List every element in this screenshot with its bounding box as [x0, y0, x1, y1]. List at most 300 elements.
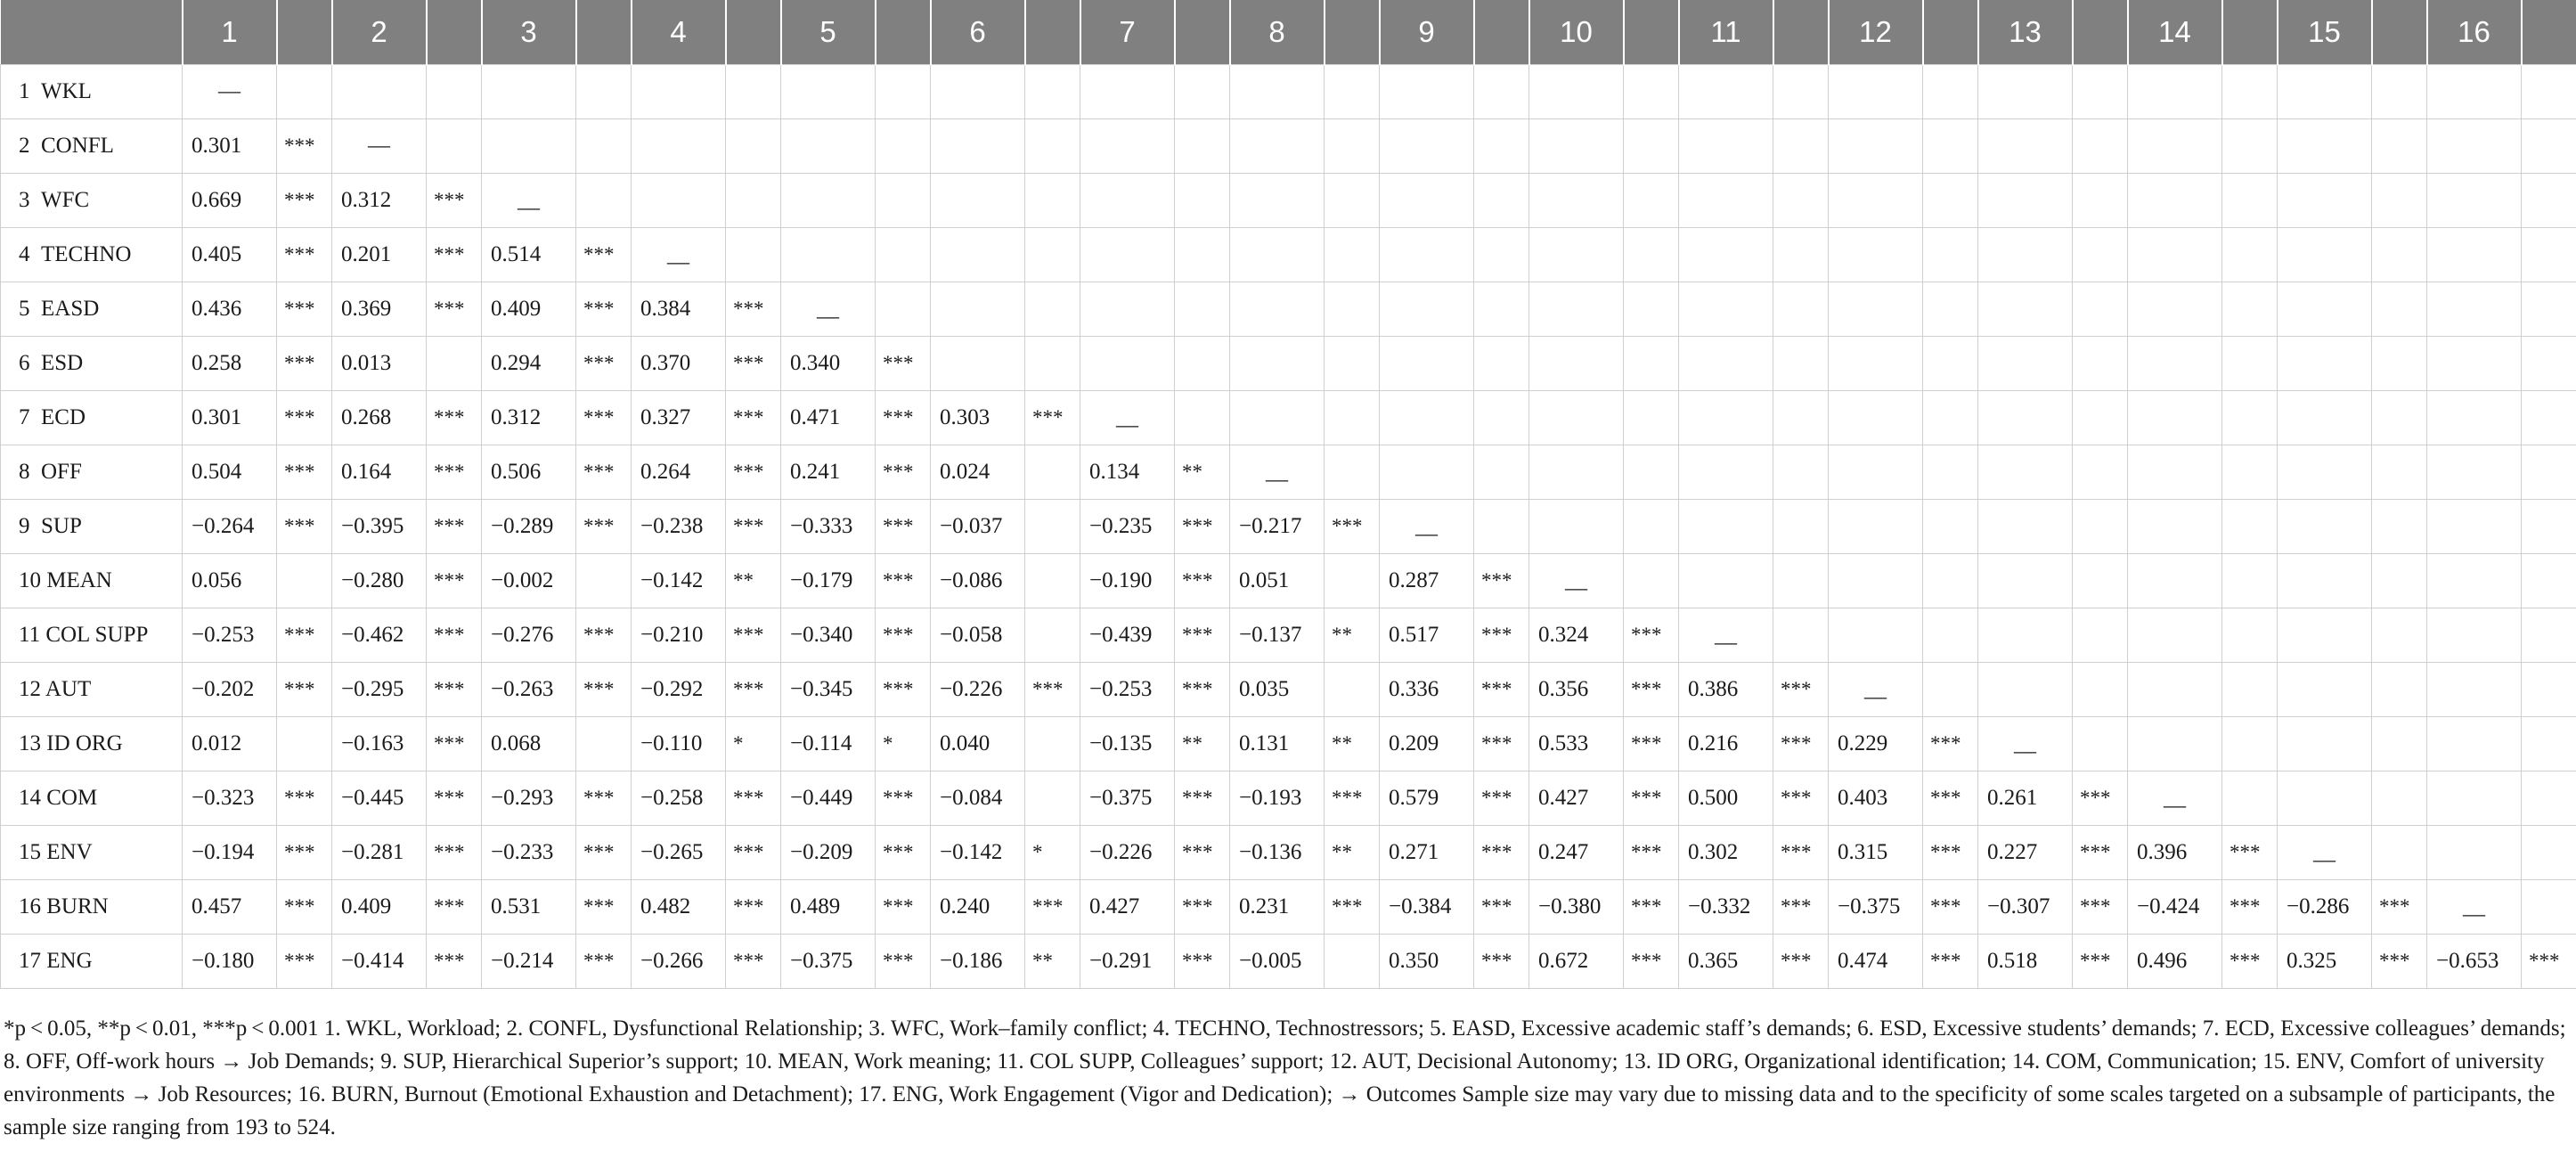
significance-marker: ***	[876, 826, 931, 880]
correlation-value: 0.013	[332, 337, 427, 391]
table-row	[1, 880, 2576, 935]
empty-cell	[931, 119, 1025, 174]
significance-marker: ***	[1624, 935, 1679, 989]
empty-cell	[2522, 391, 2576, 445]
empty-cell	[1380, 228, 1474, 282]
significance-marker: ***	[277, 445, 332, 500]
empty-cell	[632, 119, 726, 174]
empty-cell	[1978, 500, 2073, 554]
significance-marker	[1325, 663, 1380, 717]
correlation-value: −0.445	[332, 771, 427, 826]
row-label: 2 CONFL	[1, 119, 183, 174]
empty-cell	[1175, 119, 1230, 174]
empty-cell	[2278, 554, 2372, 608]
correlation-value: 0.518	[1978, 935, 2073, 989]
empty-cell	[2128, 391, 2222, 445]
empty-cell	[2222, 65, 2278, 119]
row-label: 16 BURN	[1, 880, 183, 935]
row-label: 8 OFF	[1, 445, 183, 500]
empty-cell	[2128, 119, 2222, 174]
significance-marker	[277, 65, 332, 119]
empty-cell	[2372, 771, 2427, 826]
column-header	[2522, 0, 2576, 65]
correlation-value: 0.506	[482, 445, 576, 500]
column-header	[2372, 0, 2427, 65]
correlation-value: 0.669	[183, 174, 277, 228]
correlation-value: −0.345	[781, 663, 876, 717]
diagonal-cell: __	[1380, 500, 1474, 554]
empty-cell	[1025, 337, 1080, 391]
column-header: 16	[2427, 0, 2522, 65]
significance-marker: ***	[1923, 935, 1978, 989]
column-header	[1325, 0, 1380, 65]
significance-marker: ***	[576, 935, 632, 989]
empty-cell	[1624, 445, 1679, 500]
empty-cell	[2073, 174, 2128, 228]
empty-cell	[1474, 282, 1529, 337]
empty-cell	[1679, 554, 1773, 608]
significance-marker: ***	[1474, 826, 1529, 880]
row-label: 17 ENG	[1, 935, 183, 989]
empty-cell	[2372, 391, 2427, 445]
correlation-value: −0.110	[632, 717, 726, 771]
column-header: 8	[1230, 0, 1325, 65]
empty-cell	[1025, 174, 1080, 228]
correlation-value: 0.302	[1679, 826, 1773, 880]
correlation-value: −0.449	[781, 771, 876, 826]
significance-marker: ***	[1025, 663, 1080, 717]
significance-marker: ***	[1175, 880, 1230, 935]
correlation-value: 0.264	[632, 445, 726, 500]
significance-marker: ***	[2073, 880, 2128, 935]
empty-cell	[1624, 337, 1679, 391]
empty-cell	[1230, 228, 1325, 282]
significance-marker: ***	[1923, 717, 1978, 771]
empty-cell	[1529, 228, 1624, 282]
empty-cell	[1624, 228, 1679, 282]
table-row	[1, 65, 2576, 119]
significance-marker: ***	[876, 391, 931, 445]
correlation-value: 0.012	[183, 717, 277, 771]
empty-cell	[1829, 119, 1923, 174]
empty-cell	[2128, 500, 2222, 554]
empty-cell	[931, 337, 1025, 391]
correlation-value: 0.436	[183, 282, 277, 337]
table-row	[1, 282, 2576, 337]
correlation-value: −0.084	[931, 771, 1025, 826]
correlation-value: 0.365	[1679, 935, 1773, 989]
significance-marker: ***	[1923, 826, 1978, 880]
empty-cell	[2522, 228, 2576, 282]
significance-marker: ***	[2372, 880, 2427, 935]
correlation-value: −0.253	[1080, 663, 1175, 717]
empty-cell	[726, 119, 781, 174]
diagonal-cell: __	[1829, 663, 1923, 717]
empty-cell	[2278, 282, 2372, 337]
empty-cell	[2522, 826, 2576, 880]
correlation-value: −0.214	[482, 935, 576, 989]
empty-cell	[2222, 445, 2278, 500]
table-row	[1, 935, 2576, 989]
significance-marker: **	[1175, 717, 1230, 771]
empty-cell	[1325, 337, 1380, 391]
empty-cell	[2278, 174, 2372, 228]
significance-marker: ***	[1773, 771, 1829, 826]
significance-marker: ***	[1624, 663, 1679, 717]
empty-cell	[1773, 391, 1829, 445]
header-corner-cell	[1, 0, 183, 65]
empty-cell	[1773, 554, 1829, 608]
empty-cell	[1230, 282, 1325, 337]
empty-cell	[2522, 554, 2576, 608]
empty-cell	[2522, 771, 2576, 826]
empty-cell	[1829, 337, 1923, 391]
empty-cell	[2522, 337, 2576, 391]
significance-marker: ***	[277, 391, 332, 445]
empty-cell	[1025, 65, 1080, 119]
correlation-value: 0.024	[931, 445, 1025, 500]
correlation-value: −0.280	[332, 554, 427, 608]
significance-marker: ***	[1773, 935, 1829, 989]
empty-cell	[1829, 391, 1923, 445]
correlation-value: 0.384	[632, 282, 726, 337]
significance-marker: ***	[1325, 771, 1380, 826]
table-footnote: *p < 0.05, **p < 0.01, ***p < 0.001 1. WKL, Workload; 2. CONFL, Dysfunctional Relationship; 3. WFC, Work–family conflict; 4. TECHNO, Technostressors; 5. EASD, Excessive academic staff’s demands; 6. ESD, Excessive students’ demands; 7. ECD, Excessive colleagues’ demands; 8. OFF, Off-work hours → Job Demands; 9. SUP, Hierarchical Superior’s support; 10. MEAN, Work meaning; 11. COL SUPP, Colleagues’ support; 12. AUT, Decisional Autonomy; 13. ID ORG, Organizational identification; 14. COM, Communication; 15. ENV, Comfort of university environments → Job Resources; 16. BURN, Burnout (Emotional Exhaustion and Detachment); 17. ENG, Work Engagement (Vigor and Dedication); → Outcomes Sample size may vary due to missing data and to the specificity of some scales targeted on a subsample of participants, the sample size ranging from 193 to 524.	[4, 1016, 2566, 1139]
empty-cell	[1175, 282, 1230, 337]
significance-marker: ***	[726, 880, 781, 935]
correlation-value: −0.226	[931, 663, 1025, 717]
correlation-value: 0.517	[1380, 608, 1474, 663]
correlation-value: 0.216	[1679, 717, 1773, 771]
table-row	[1, 717, 2576, 771]
correlation-value: 0.403	[1829, 771, 1923, 826]
correlation-value: 0.427	[1080, 880, 1175, 935]
empty-cell	[2427, 663, 2522, 717]
significance-marker: ***	[1025, 391, 1080, 445]
correlation-value: 0.301	[183, 119, 277, 174]
correlation-value: −0.005	[1230, 935, 1325, 989]
significance-marker: ***	[876, 771, 931, 826]
empty-cell	[2128, 65, 2222, 119]
significance-marker: ***	[427, 391, 482, 445]
significance-marker	[1025, 500, 1080, 554]
correlation-value: −0.414	[332, 935, 427, 989]
column-header	[1624, 0, 1679, 65]
row-label: 4 TECHNO	[1, 228, 183, 282]
empty-cell	[1773, 282, 1829, 337]
significance-marker: ***	[1175, 826, 1230, 880]
correlation-value: 0.579	[1380, 771, 1474, 826]
significance-marker: ***	[876, 608, 931, 663]
empty-cell	[1230, 337, 1325, 391]
empty-cell	[1923, 174, 1978, 228]
empty-cell	[2427, 554, 2522, 608]
column-header	[1025, 0, 1080, 65]
empty-cell	[1230, 65, 1325, 119]
empty-cell	[2073, 554, 2128, 608]
empty-cell	[2522, 500, 2576, 554]
significance-marker: ***	[277, 935, 332, 989]
correlation-value: −0.375	[1080, 771, 1175, 826]
significance-marker: ***	[1624, 826, 1679, 880]
empty-cell	[2128, 554, 2222, 608]
empty-cell	[632, 65, 726, 119]
significance-marker: ***	[1325, 500, 1380, 554]
correlation-value: 0.240	[931, 880, 1025, 935]
correlation-value: −0.209	[781, 826, 876, 880]
significance-marker: ***	[1474, 608, 1529, 663]
significance-marker: ***	[427, 880, 482, 935]
correlation-value: 0.325	[2278, 935, 2372, 989]
correlation-value: −0.293	[482, 771, 576, 826]
column-header: 13	[1978, 0, 2073, 65]
empty-cell	[2427, 608, 2522, 663]
empty-cell	[1230, 174, 1325, 228]
significance-marker: ***	[726, 771, 781, 826]
significance-marker	[427, 337, 482, 391]
empty-cell	[2427, 119, 2522, 174]
empty-cell	[1325, 65, 1380, 119]
empty-cell	[1923, 337, 1978, 391]
correlation-value: 0.356	[1529, 663, 1624, 717]
column-header	[277, 0, 332, 65]
empty-cell	[781, 228, 876, 282]
correlation-value: 0.396	[2128, 826, 2222, 880]
significance-marker	[2372, 826, 2427, 880]
empty-cell	[1829, 608, 1923, 663]
empty-cell	[2427, 391, 2522, 445]
correlation-value: 0.496	[2128, 935, 2222, 989]
significance-marker	[427, 119, 482, 174]
significance-marker: ***	[1474, 935, 1529, 989]
column-header: 2	[332, 0, 427, 65]
empty-cell	[1978, 119, 2073, 174]
correlation-value: 0.131	[1230, 717, 1325, 771]
correlation-value: −0.323	[183, 771, 277, 826]
empty-cell	[2278, 119, 2372, 174]
row-label: 14 COM	[1, 771, 183, 826]
empty-cell	[1380, 337, 1474, 391]
empty-cell	[1829, 500, 1923, 554]
empty-cell	[2372, 228, 2427, 282]
empty-cell	[2073, 65, 2128, 119]
empty-cell	[2128, 337, 2222, 391]
correlation-value: 0.474	[1829, 935, 1923, 989]
empty-cell	[1773, 500, 1829, 554]
correlation-value: 0.229	[1829, 717, 1923, 771]
significance-marker: ***	[1624, 880, 1679, 935]
column-header	[1773, 0, 1829, 65]
row-label: 5 EASD	[1, 282, 183, 337]
empty-cell	[1474, 228, 1529, 282]
empty-cell	[1529, 282, 1624, 337]
empty-cell	[2427, 826, 2522, 880]
significance-marker: ***	[277, 608, 332, 663]
significance-marker: **	[1175, 445, 1230, 500]
empty-cell	[1978, 554, 2073, 608]
correlation-value: 0.427	[1529, 771, 1624, 826]
correlation-value: −0.037	[931, 500, 1025, 554]
significance-marker: ***	[2372, 935, 2427, 989]
significance-marker: ***	[1474, 880, 1529, 935]
empty-cell	[2372, 282, 2427, 337]
significance-marker: ***	[1474, 554, 1529, 608]
significance-marker: ***	[876, 500, 931, 554]
correlation-value: −0.135	[1080, 717, 1175, 771]
empty-cell	[1978, 445, 2073, 500]
empty-cell	[2372, 717, 2427, 771]
correlation-value: 0.261	[1978, 771, 2073, 826]
correlation-value: −0.375	[1829, 880, 1923, 935]
correlation-value: −0.194	[183, 826, 277, 880]
row-label: 3 WFC	[1, 174, 183, 228]
empty-cell	[2278, 608, 2372, 663]
empty-cell	[2372, 445, 2427, 500]
correlation-value: −0.253	[183, 608, 277, 663]
significance-marker: ***	[1474, 771, 1529, 826]
empty-cell	[726, 174, 781, 228]
significance-marker: ***	[726, 826, 781, 880]
empty-cell	[1175, 228, 1230, 282]
empty-cell	[1829, 554, 1923, 608]
correlation-value: −0.384	[1380, 880, 1474, 935]
empty-cell	[2372, 174, 2427, 228]
empty-cell	[2427, 228, 2522, 282]
empty-cell	[1829, 228, 1923, 282]
significance-marker: ***	[576, 391, 632, 445]
correlation-value: 0.301	[183, 391, 277, 445]
correlation-value: −0.190	[1080, 554, 1175, 608]
correlation-value: 0.312	[332, 174, 427, 228]
empty-cell	[2128, 663, 2222, 717]
correlation-value: −0.002	[482, 554, 576, 608]
empty-cell	[1773, 228, 1829, 282]
significance-marker	[576, 717, 632, 771]
table-header-row	[1, 0, 2576, 65]
table-row	[1, 826, 2576, 880]
diagonal-cell: __	[1529, 554, 1624, 608]
column-header: 12	[1829, 0, 1923, 65]
empty-cell	[781, 119, 876, 174]
significance-marker: ***	[427, 771, 482, 826]
empty-cell	[2073, 445, 2128, 500]
significance-marker: ***	[1175, 500, 1230, 554]
correlation-value: 0.294	[482, 337, 576, 391]
row-label: 13 ID ORG	[1, 717, 183, 771]
correlation-value: 0.312	[482, 391, 576, 445]
empty-cell	[1978, 282, 2073, 337]
significance-marker: ***	[1923, 771, 1978, 826]
significance-marker: ***	[427, 935, 482, 989]
empty-cell	[1175, 65, 1230, 119]
significance-marker: ***	[2073, 771, 2128, 826]
column-header	[427, 0, 482, 65]
significance-marker: ***	[427, 174, 482, 228]
diagonal-cell: __	[1978, 717, 2073, 771]
column-header	[576, 0, 632, 65]
correlation-value: 0.134	[1080, 445, 1175, 500]
empty-cell	[1923, 282, 1978, 337]
empty-cell	[2222, 337, 2278, 391]
empty-cell	[1080, 174, 1175, 228]
significance-marker: ***	[1624, 608, 1679, 663]
significance-marker: **	[726, 554, 781, 608]
significance-marker: ***	[427, 228, 482, 282]
correlation-value: −0.235	[1080, 500, 1175, 554]
correlation-value: 0.672	[1529, 935, 1624, 989]
column-header	[2222, 0, 2278, 65]
empty-cell	[2278, 717, 2372, 771]
significance-marker: ***	[1474, 717, 1529, 771]
empty-cell	[1529, 337, 1624, 391]
correlation-value: 0.068	[482, 717, 576, 771]
significance-marker: ***	[427, 500, 482, 554]
empty-cell	[2128, 608, 2222, 663]
significance-marker: ***	[427, 663, 482, 717]
empty-cell	[1380, 174, 1474, 228]
empty-cell	[1978, 174, 2073, 228]
empty-cell	[1080, 228, 1175, 282]
correlation-value: −0.180	[183, 935, 277, 989]
empty-cell	[1325, 119, 1380, 174]
empty-cell	[1679, 119, 1773, 174]
column-header: 1	[183, 0, 277, 65]
correlation-value: −0.137	[1230, 608, 1325, 663]
empty-cell	[1380, 282, 1474, 337]
diagonal-cell: __	[482, 174, 576, 228]
significance-marker	[277, 554, 332, 608]
correlation-value: 0.471	[781, 391, 876, 445]
significance-marker: **	[1325, 608, 1380, 663]
empty-cell	[876, 228, 931, 282]
diagonal-cell: __	[1080, 391, 1175, 445]
significance-marker: ***	[1025, 880, 1080, 935]
table-row	[1, 228, 2576, 282]
correlation-value: −0.333	[781, 500, 876, 554]
significance-marker: ***	[277, 771, 332, 826]
significance-marker: ***	[726, 608, 781, 663]
empty-cell	[2427, 282, 2522, 337]
significance-marker: ***	[876, 554, 931, 608]
empty-cell	[2073, 391, 2128, 445]
significance-marker	[726, 228, 781, 282]
significance-marker: ***	[2222, 935, 2278, 989]
significance-marker: ***	[876, 445, 931, 500]
correlation-value: 0.258	[183, 337, 277, 391]
column-header: 7	[1080, 0, 1175, 65]
correlation-value: −0.114	[781, 717, 876, 771]
significance-marker: ***	[2522, 935, 2576, 989]
correlation-value: 0.350	[1380, 935, 1474, 989]
empty-cell	[1080, 65, 1175, 119]
significance-marker	[1025, 608, 1080, 663]
significance-marker	[1773, 608, 1829, 663]
empty-cell	[2372, 554, 2427, 608]
correlation-value: −0.202	[183, 663, 277, 717]
correlation-value: 0.247	[1529, 826, 1624, 880]
significance-marker: ***	[1325, 880, 1380, 935]
significance-marker: ***	[277, 119, 332, 174]
correlation-value: 0.409	[332, 880, 427, 935]
correlation-value: −0.439	[1080, 608, 1175, 663]
empty-cell	[1175, 337, 1230, 391]
table-row	[1, 174, 2576, 228]
correlation-value: 0.051	[1230, 554, 1325, 608]
empty-cell	[1829, 282, 1923, 337]
significance-marker: ***	[726, 935, 781, 989]
empty-cell	[1080, 337, 1175, 391]
significance-marker: **	[1325, 717, 1380, 771]
